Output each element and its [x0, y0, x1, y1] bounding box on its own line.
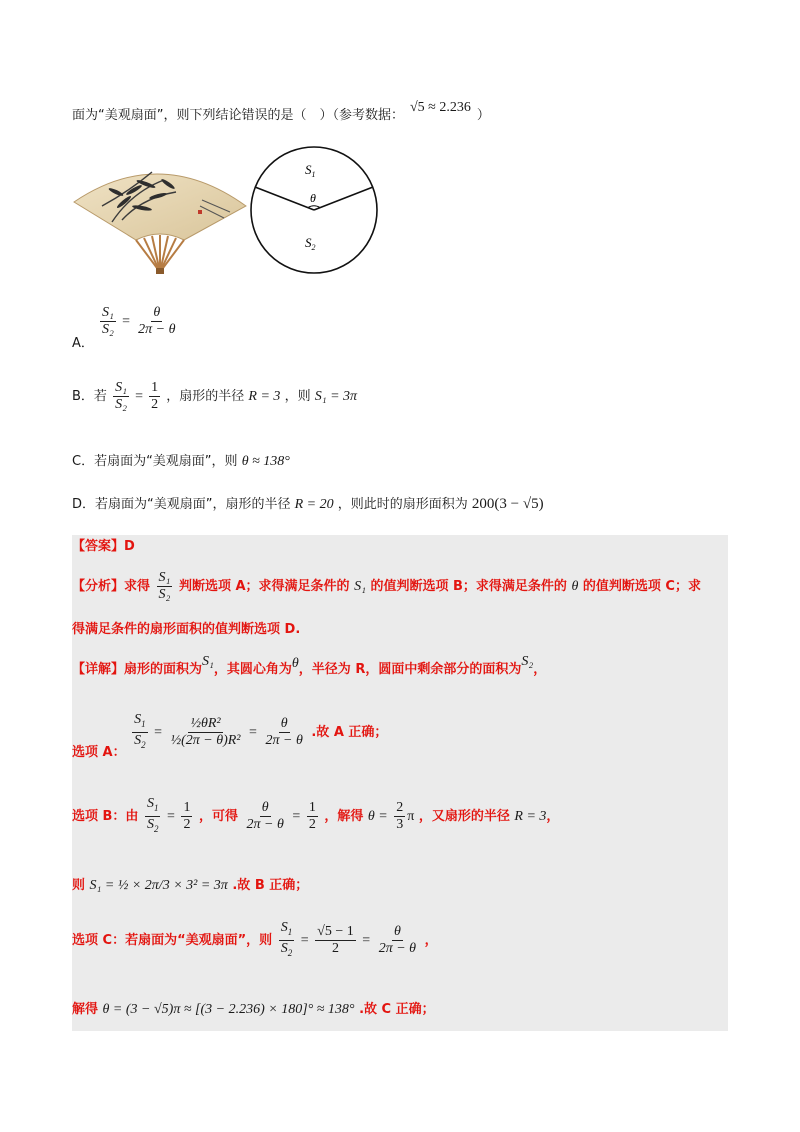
sector-diagram: [248, 144, 380, 276]
question-intro: [72, 100, 490, 126]
option-d-result: 200(3 − √5): [471, 496, 544, 512]
analysis-ratio: $\frac{\text{S₁}}{\text{S₂}}$: [158, 570, 171, 602]
detail-option-a: 选项 A： $\frac{S_1}{S_2}$ = $\frac{\text{½θR²}}{\text{½(2π − θ)R²}}$ = $\frac{\theta}{2\pi - \theta}$ .故 A 正确；: [72, 712, 388, 760]
detail-option-b: 选项 B：由 $\frac{S_1}{S_2}$ = $\frac{1}{2}$ ，可得 $\frac{\theta}{2\pi - \theta}$ = $\frac{1}{2}$ ，解得 θ = $\frac{2}{3}$ π ，又扇形的半径 R = 3，: [72, 796, 560, 834]
detail-intro: 【详解】扇形的面积为S₁，其圆心角为θ，半径为 R，圆面中剩余部分的面积为S₂，: [72, 654, 547, 677]
detail-option-b-2: 则 S₁ = ½ × 2π/3 × 3² = 3π .故 B 正确；: [72, 878, 309, 893]
radius-right: [314, 187, 373, 210]
option-a-label: A．: [72, 336, 94, 351]
option-d-label: D．若扇面为“美观扇面”，扇形的半径: [72, 497, 291, 512]
detail-option-c: 选项 C：若扇面为“美观扇面”，则 $\frac{S_1}{S_2}$ = $\frac{√5 - 1}{2}$ = $\frac{\theta}{2\pi - \theta}$ ，: [72, 920, 438, 958]
option-c-result: θ ≈ 138°: [241, 454, 290, 469]
option-a: A． $\frac{\text{S₁}}{\text{S₂}}$ = $\frac{\theta}{2\pi - \theta}$: [72, 305, 176, 351]
intro-close: ）: [476, 108, 490, 123]
option-b-half: $\frac{1}{2}$: [151, 380, 159, 412]
c-angle-expression: θ = (3 − √5)π ≈ [(3 − 2.236) × 180]° ≈ 138°: [102, 1002, 355, 1017]
detail-option-c-2: 解得 θ = (3 − √5)π ≈ [(3 − 2.236) × 180]° ≈ 138° .故 C 正确；: [72, 1002, 435, 1017]
option-b-result: S₁ = 3π: [314, 389, 358, 404]
label-s2: $S_2$: [305, 235, 316, 252]
option-b-radius: R = 3: [248, 389, 281, 404]
intro-text: 面为“美观扇面”，则下列结论错误的是（ ）（参考数据：: [72, 108, 404, 123]
b-area-expression: S₁ = ½ × 2π/3 × 3² = 3π: [89, 878, 228, 893]
option-b-ratio: $\frac{\text{S₁}}{\text{S₂}}$: [115, 380, 127, 412]
radius-left: [255, 187, 314, 210]
folding-fan-image: [72, 162, 248, 276]
option-a-rhs: $\frac{\theta}{2\pi - \theta}$: [138, 305, 176, 337]
detail-a-fraction: $\frac{\text{½θR²}}{\text{½(2π − θ)R²}}$: [170, 715, 241, 748]
option-c: [72, 452, 290, 472]
option-b-label: B．若: [72, 389, 107, 404]
option-d: D．若扇面为“美观扇面”，扇形的半径 R = 20 ，则此时的扇形面积为 200(3 − √5): [72, 496, 544, 512]
option-c-label: C．若扇面为“美观扇面”，则: [72, 454, 238, 469]
angle-arc: [308, 206, 320, 208]
option-a-lhs: $\frac{\text{S₁}}{\text{S₂}}$: [102, 305, 114, 337]
option-d-radius: R = 20: [294, 497, 334, 512]
label-theta: θ: [310, 191, 316, 205]
reference-value: √5 ≈ 2.236: [409, 100, 471, 115]
analysis-line-1: 【分析】求得 $\frac{\text{S₁}}{\text{S₂}}$ 判断选项 A；求得满足条件的 S₁ 的值判断选项 B；求得满足条件的 θ 的值判断选项 C；求: [72, 570, 701, 602]
analysis-line-2: 得满足条件的扇形面积的值判断选项 D.: [72, 622, 301, 637]
label-s1: $S_1$: [305, 162, 316, 179]
option-b: B．若 $\frac{\text{S₁}}{\text{S₂}}$ = $\frac{1}{2}$ ，扇形的半径 R = 3 ，则 S₁ = 3π: [72, 380, 358, 412]
answer-tag: 【答案】D: [72, 539, 135, 554]
